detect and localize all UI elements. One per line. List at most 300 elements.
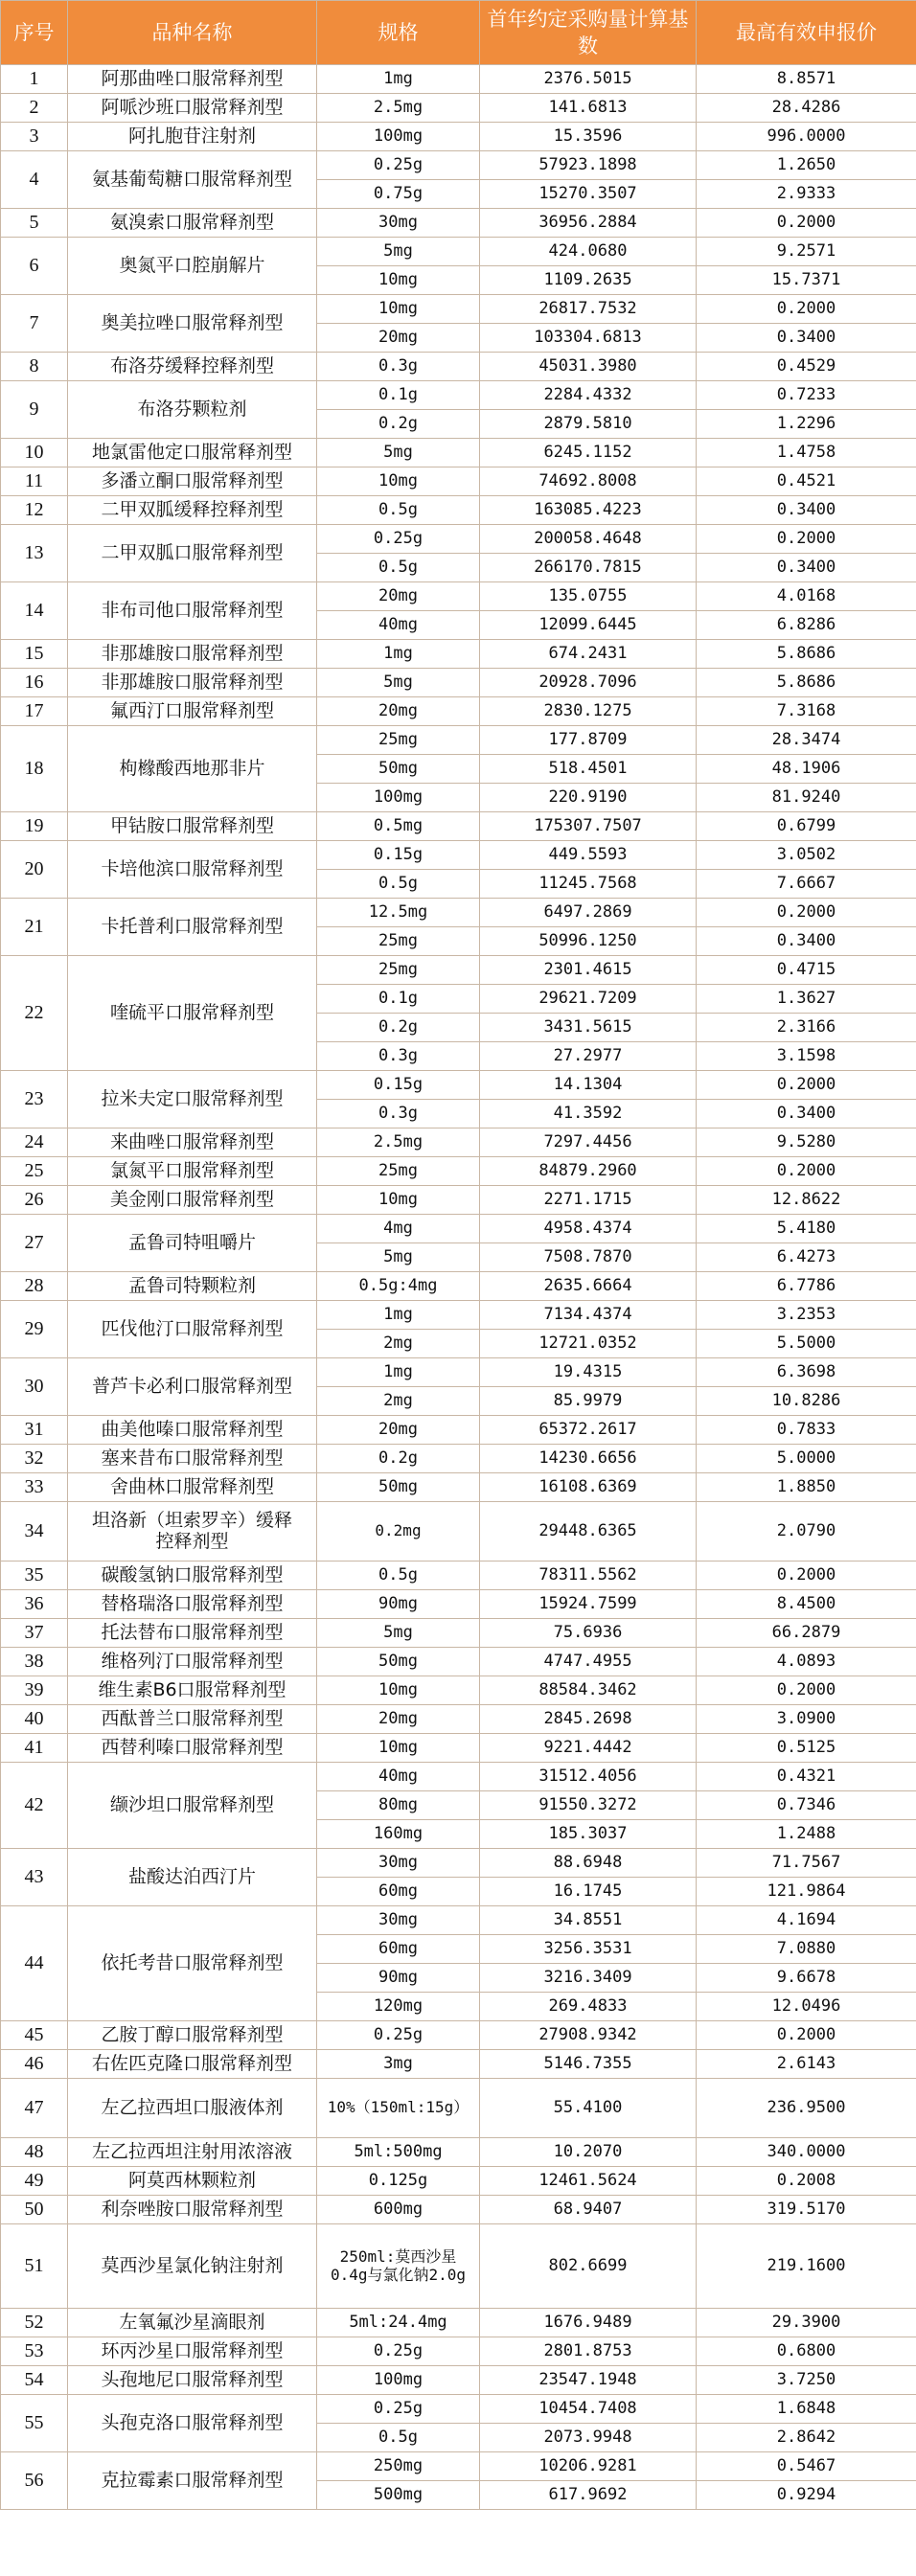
max-price: 48.1906	[697, 755, 916, 784]
max-price: 1.6848	[697, 2395, 916, 2424]
table-row	[1, 353, 916, 381]
drug-name: 右佐匹克隆口服常释剂型	[68, 2050, 317, 2079]
base-quantity: 11245.7568	[480, 870, 697, 899]
drug-name: 阿莫西林颗粒剂	[68, 2167, 317, 2196]
header-row	[1, 1, 916, 65]
base-quantity: 135.0755	[480, 582, 697, 611]
drug-name: 维生素B6口服常释剂型	[68, 1676, 317, 1705]
table-row	[1, 65, 916, 94]
row-number: 19	[1, 812, 68, 841]
drug-spec: 1mg	[317, 65, 480, 94]
max-price: 2.0790	[697, 1502, 916, 1562]
max-price: 3.0900	[697, 1705, 916, 1734]
base-quantity: 14.1304	[480, 1071, 697, 1100]
max-price: 0.7233	[697, 381, 916, 410]
drug-spec: 2mg	[317, 1330, 480, 1358]
drug-name: 拉米夫定口服常释剂型	[68, 1071, 317, 1128]
drug-spec: 10mg	[317, 1676, 480, 1705]
max-price: 3.0502	[697, 841, 916, 870]
drug-spec: 0.25g	[317, 151, 480, 180]
base-quantity: 617.9692	[480, 2481, 697, 2510]
drug-name: 乙胺丁醇口服常释剂型	[68, 2021, 317, 2050]
base-quantity: 91550.3272	[480, 1791, 697, 1820]
row-number: 23	[1, 1071, 68, 1128]
base-quantity: 2830.1275	[480, 697, 697, 726]
base-quantity: 12721.0352	[480, 1330, 697, 1358]
row-number: 22	[1, 956, 68, 1071]
drug-name: 奥氮平口腔崩解片	[68, 238, 317, 295]
drug-spec: 0.2g	[317, 1014, 480, 1042]
drug-name: 维格列汀口服常释剂型	[68, 1648, 317, 1676]
max-price: 66.2879	[697, 1619, 916, 1648]
row-number: 49	[1, 2167, 68, 2196]
max-price: 5.8686	[697, 640, 916, 669]
drug-spec: 80mg	[317, 1791, 480, 1820]
base-quantity: 3256.3531	[480, 1935, 697, 1964]
base-quantity: 31512.4056	[480, 1763, 697, 1791]
drug-spec: 500mg	[317, 2481, 480, 2510]
row-number: 6	[1, 238, 68, 295]
table-row	[1, 439, 916, 467]
base-quantity: 1109.2635	[480, 266, 697, 295]
table-row	[1, 812, 916, 841]
table-row	[1, 1906, 916, 1935]
row-number: 48	[1, 2138, 68, 2167]
base-quantity: 10206.9281	[480, 2452, 697, 2481]
max-price: 0.7346	[697, 1791, 916, 1820]
drug-spec: 160mg	[317, 1820, 480, 1849]
max-price: 0.2000	[697, 2021, 916, 2050]
drug-spec: 0.3g	[317, 1100, 480, 1128]
base-quantity: 177.8709	[480, 726, 697, 755]
max-price: 4.0893	[697, 1648, 916, 1676]
max-price: 0.2000	[697, 899, 916, 927]
base-quantity: 220.9190	[480, 784, 697, 812]
row-number: 50	[1, 2196, 68, 2224]
max-price: 1.8850	[697, 1473, 916, 1502]
drug-name: 氨基葡萄糖口服常释剂型	[68, 151, 317, 209]
row-number: 52	[1, 2309, 68, 2337]
row-number: 38	[1, 1648, 68, 1676]
row-number: 32	[1, 1445, 68, 1473]
max-price: 0.3400	[697, 927, 916, 956]
drug-spec: 30mg	[317, 1906, 480, 1935]
table-row	[1, 238, 916, 266]
drug-name: 阿扎胞苷注射剂	[68, 123, 317, 151]
drug-name: 左氧氟沙星滴眼剂	[68, 2309, 317, 2337]
drug-name: 枸橼酸西地那非片	[68, 726, 317, 812]
drug-name: 二甲双胍缓释控释剂型	[68, 496, 317, 525]
base-quantity: 163085.4223	[480, 496, 697, 525]
row-number: 21	[1, 899, 68, 956]
base-quantity: 2845.2698	[480, 1705, 697, 1734]
row-number: 34	[1, 1502, 68, 1562]
base-quantity: 34.8551	[480, 1906, 697, 1935]
row-number: 51	[1, 2224, 68, 2309]
row-number: 7	[1, 295, 68, 353]
row-number: 26	[1, 1186, 68, 1215]
base-quantity: 4747.4955	[480, 1648, 697, 1676]
drug-spec: 20mg	[317, 697, 480, 726]
base-quantity: 103304.6813	[480, 324, 697, 353]
drug-name: 甲钴胺口服常释剂型	[68, 812, 317, 841]
row-number: 53	[1, 2337, 68, 2366]
row-number: 33	[1, 1473, 68, 1502]
base-quantity: 50996.1250	[480, 927, 697, 956]
drug-spec: 25mg	[317, 927, 480, 956]
table-row	[1, 525, 916, 554]
row-number: 18	[1, 726, 68, 812]
drug-spec: 25mg	[317, 1157, 480, 1186]
drug-spec: 0.25g	[317, 525, 480, 554]
max-price: 28.3474	[697, 726, 916, 755]
row-number: 35	[1, 1562, 68, 1590]
drug-name: 阿哌沙班口服常释剂型	[68, 94, 317, 123]
base-quantity: 10454.7408	[480, 2395, 697, 2424]
base-quantity: 10.2070	[480, 2138, 697, 2167]
table-row	[1, 2452, 916, 2481]
base-quantity: 15.3596	[480, 123, 697, 151]
table-row	[1, 1502, 916, 1562]
drug-spec: 0.15g	[317, 841, 480, 870]
drug-spec: 50mg	[317, 1473, 480, 1502]
table-row	[1, 1416, 916, 1445]
row-number: 44	[1, 1906, 68, 2021]
row-number: 20	[1, 841, 68, 899]
base-quantity: 19.4315	[480, 1358, 697, 1387]
table-row	[1, 1849, 916, 1878]
drug-name: 二甲双胍口服常释剂型	[68, 525, 317, 582]
max-price: 2.6143	[697, 2050, 916, 2079]
base-quantity: 6497.2869	[480, 899, 697, 927]
drug-spec: 0.1g	[317, 381, 480, 410]
row-number: 8	[1, 353, 68, 381]
base-quantity: 7297.4456	[480, 1128, 697, 1157]
drug-spec: 0.2g	[317, 1445, 480, 1473]
max-price: 0.2000	[697, 1157, 916, 1186]
drug-name: 左乙拉西坦口服液体剂	[68, 2079, 317, 2138]
base-quantity: 68.9407	[480, 2196, 697, 2224]
table-row	[1, 841, 916, 870]
row-number: 41	[1, 1734, 68, 1763]
base-quantity: 14230.6656	[480, 1445, 697, 1473]
max-price: 0.2000	[697, 1071, 916, 1100]
table-row	[1, 1157, 916, 1186]
base-quantity: 2879.5810	[480, 410, 697, 439]
base-quantity: 141.6813	[480, 94, 697, 123]
max-price: 0.4321	[697, 1763, 916, 1791]
max-price: 0.3400	[697, 324, 916, 353]
drug-spec: 5ml:500mg	[317, 2138, 480, 2167]
table-row	[1, 295, 916, 324]
row-number: 42	[1, 1763, 68, 1849]
base-quantity: 12099.6445	[480, 611, 697, 640]
table-row	[1, 94, 916, 123]
max-price: 9.5280	[697, 1128, 916, 1157]
base-quantity: 85.9979	[480, 1387, 697, 1416]
drug-spec: 10mg	[317, 266, 480, 295]
max-price: 10.8286	[697, 1387, 916, 1416]
drug-spec: 0.5g:4mg	[317, 1272, 480, 1301]
table-row	[1, 2050, 916, 2079]
base-quantity: 16108.6369	[480, 1473, 697, 1502]
drug-spec: 0.3g	[317, 1042, 480, 1071]
table-row	[1, 1676, 916, 1705]
drug-name: 依托考昔口服常释剂型	[68, 1906, 317, 2021]
base-quantity: 27.2977	[480, 1042, 697, 1071]
base-quantity: 269.4833	[480, 1993, 697, 2021]
max-price: 1.4758	[697, 439, 916, 467]
drug-spec: 30mg	[317, 209, 480, 238]
row-number: 2	[1, 94, 68, 123]
max-price: 1.2650	[697, 151, 916, 180]
drug-name: 曲美他嗪口服常释剂型	[68, 1416, 317, 1445]
max-price: 2.9333	[697, 180, 916, 209]
row-number: 29	[1, 1301, 68, 1358]
drug-spec: 50mg	[317, 755, 480, 784]
drug-name: 多潘立酮口服常释剂型	[68, 467, 317, 496]
drug-name: 头孢地尼口服常释剂型	[68, 2366, 317, 2395]
max-price: 340.0000	[697, 2138, 916, 2167]
base-quantity: 20928.7096	[480, 669, 697, 697]
max-price: 8.8571	[697, 65, 916, 94]
max-price: 996.0000	[697, 123, 916, 151]
drug-spec: 1mg	[317, 1358, 480, 1387]
max-price: 0.6800	[697, 2337, 916, 2366]
base-quantity: 175307.7507	[480, 812, 697, 841]
max-price: 319.5170	[697, 2196, 916, 2224]
drug-spec: 3mg	[317, 2050, 480, 2079]
row-number: 47	[1, 2079, 68, 2138]
drug-spec: 10mg	[317, 1186, 480, 1215]
drug-spec: 40mg	[317, 1763, 480, 1791]
table-row	[1, 1186, 916, 1215]
row-number: 43	[1, 1849, 68, 1906]
table-row	[1, 2337, 916, 2366]
drug-spec: 0.25g	[317, 2395, 480, 2424]
max-price: 28.4286	[697, 94, 916, 123]
row-number: 14	[1, 582, 68, 640]
drug-spec: 0.25g	[317, 2021, 480, 2050]
drug-spec: 10mg	[317, 467, 480, 496]
drug-spec: 100mg	[317, 2366, 480, 2395]
base-quantity: 7134.4374	[480, 1301, 697, 1330]
drug-spec: 0.75g	[317, 180, 480, 209]
max-price: 6.8286	[697, 611, 916, 640]
table-row	[1, 640, 916, 669]
table-row	[1, 697, 916, 726]
base-quantity: 185.3037	[480, 1820, 697, 1849]
max-price: 1.2488	[697, 1820, 916, 1849]
table-row	[1, 2167, 916, 2196]
row-number: 25	[1, 1157, 68, 1186]
table-row	[1, 2079, 916, 2138]
row-number: 28	[1, 1272, 68, 1301]
row-number: 4	[1, 151, 68, 209]
row-number: 30	[1, 1358, 68, 1416]
table-row	[1, 1071, 916, 1100]
drug-spec: 0.1g	[317, 985, 480, 1014]
row-number: 31	[1, 1416, 68, 1445]
table-row	[1, 151, 916, 180]
drug-spec: 0.5g	[317, 554, 480, 582]
col-header-no: 序号	[1, 1, 68, 65]
col-header-name: 品种名称	[68, 1, 317, 65]
table-row	[1, 582, 916, 611]
base-quantity: 7508.7870	[480, 1243, 697, 1272]
table-row	[1, 123, 916, 151]
base-quantity: 75.6936	[480, 1619, 697, 1648]
drug-spec: 10%（150ml:15g）	[317, 2079, 480, 2138]
base-quantity: 41.3592	[480, 1100, 697, 1128]
base-quantity: 74692.8008	[480, 467, 697, 496]
row-number: 16	[1, 669, 68, 697]
col-header-base: 首年约定采购量计算基数	[480, 1, 697, 65]
drug-name: 美金刚口服常释剂型	[68, 1186, 317, 1215]
base-quantity: 1676.9489	[480, 2309, 697, 2337]
drug-spec: 0.5g	[317, 496, 480, 525]
drug-name: 西酞普兰口服常释剂型	[68, 1705, 317, 1734]
table-row	[1, 2366, 916, 2395]
max-price: 6.7786	[697, 1272, 916, 1301]
max-price: 0.2000	[697, 1676, 916, 1705]
max-price: 0.5467	[697, 2452, 916, 2481]
max-price: 5.0000	[697, 1445, 916, 1473]
max-price: 7.0880	[697, 1935, 916, 1964]
row-number: 39	[1, 1676, 68, 1705]
drug-spec: 0.2mg	[317, 1502, 480, 1562]
base-quantity: 29448.6365	[480, 1502, 697, 1562]
max-price: 2.3166	[697, 1014, 916, 1042]
drug-spec: 0.25g	[317, 2337, 480, 2366]
drug-name: 普芦卡必利口服常释剂型	[68, 1358, 317, 1416]
drug-name: 塞来昔布口服常释剂型	[68, 1445, 317, 1473]
base-quantity: 2271.1715	[480, 1186, 697, 1215]
row-number: 12	[1, 496, 68, 525]
drug-spec: 0.2g	[317, 410, 480, 439]
max-price: 12.8622	[697, 1186, 916, 1215]
drug-spec: 5mg	[317, 1619, 480, 1648]
max-price: 219.1600	[697, 2224, 916, 2309]
row-number: 56	[1, 2452, 68, 2510]
table-row	[1, 496, 916, 525]
base-quantity: 15924.7599	[480, 1590, 697, 1619]
max-price: 7.6667	[697, 870, 916, 899]
drug-spec: 2.5mg	[317, 94, 480, 123]
max-price: 2.8642	[697, 2424, 916, 2452]
base-quantity: 15270.3507	[480, 180, 697, 209]
table-row	[1, 1445, 916, 1473]
max-price: 5.8686	[697, 669, 916, 697]
drug-spec: 20mg	[317, 1416, 480, 1445]
max-price: 0.3400	[697, 496, 916, 525]
drug-spec: 1mg	[317, 1301, 480, 1330]
drug-spec: 2mg	[317, 1387, 480, 1416]
col-header-price: 最高有效申报价	[697, 1, 916, 65]
drug-spec: 0.5g	[317, 1562, 480, 1590]
drug-spec: 10mg	[317, 1734, 480, 1763]
drug-name: 卡托普利口服常释剂型	[68, 899, 317, 956]
max-price: 5.5000	[697, 1330, 916, 1358]
drug-spec: 50mg	[317, 1648, 480, 1676]
max-price: 3.2353	[697, 1301, 916, 1330]
row-number: 36	[1, 1590, 68, 1619]
max-price: 4.1694	[697, 1906, 916, 1935]
drug-name: 匹伐他汀口服常释剂型	[68, 1301, 317, 1358]
drug-name: 替格瑞洛口服常释剂型	[68, 1590, 317, 1619]
base-quantity: 2635.6664	[480, 1272, 697, 1301]
drug-spec: 10mg	[317, 295, 480, 324]
table-row	[1, 1648, 916, 1676]
base-quantity: 802.6699	[480, 2224, 697, 2309]
base-quantity: 449.5593	[480, 841, 697, 870]
max-price: 3.1598	[697, 1042, 916, 1071]
max-price: 0.4529	[697, 353, 916, 381]
drug-spec: 100mg	[317, 784, 480, 812]
base-quantity: 27908.9342	[480, 2021, 697, 2050]
drug-spec: 2.5mg	[317, 1128, 480, 1157]
base-quantity: 674.2431	[480, 640, 697, 669]
table-row	[1, 1473, 916, 1502]
drug-spec: 600mg	[317, 2196, 480, 2224]
drug-spec: 0.5mg	[317, 812, 480, 841]
row-number: 27	[1, 1215, 68, 1272]
table-row	[1, 1128, 916, 1157]
base-quantity: 23547.1948	[480, 2366, 697, 2395]
drug-spec: 90mg	[317, 1590, 480, 1619]
max-price: 5.4180	[697, 1215, 916, 1243]
row-number: 37	[1, 1619, 68, 1648]
table-row	[1, 2395, 916, 2424]
table-row	[1, 2021, 916, 2050]
table-row	[1, 1272, 916, 1301]
drug-name: 环丙沙星口服常释剂型	[68, 2337, 317, 2366]
row-number: 55	[1, 2395, 68, 2452]
base-quantity: 3431.5615	[480, 1014, 697, 1042]
base-quantity: 88.6948	[480, 1849, 697, 1878]
base-quantity: 84879.2960	[480, 1157, 697, 1186]
base-quantity: 9221.4442	[480, 1734, 697, 1763]
max-price: 0.3400	[697, 554, 916, 582]
base-quantity: 29621.7209	[480, 985, 697, 1014]
max-price: 0.4521	[697, 467, 916, 496]
base-quantity: 26817.7532	[480, 295, 697, 324]
drug-spec: 25mg	[317, 956, 480, 985]
drug-spec: 0.3g	[317, 353, 480, 381]
table-row	[1, 2309, 916, 2337]
max-price: 8.4500	[697, 1590, 916, 1619]
table-body	[1, 65, 916, 2510]
row-number: 15	[1, 640, 68, 669]
table-row	[1, 1763, 916, 1791]
drug-spec: 1mg	[317, 640, 480, 669]
table-row	[1, 1358, 916, 1387]
max-price: 3.7250	[697, 2366, 916, 2395]
max-price: 81.9240	[697, 784, 916, 812]
drug-spec: 4mg	[317, 1215, 480, 1243]
max-price: 7.3168	[697, 697, 916, 726]
drug-name: 布洛芬颗粒剂	[68, 381, 317, 439]
max-price: 0.2000	[697, 209, 916, 238]
base-quantity: 16.1745	[480, 1878, 697, 1906]
drug-name: 莫西沙星氯化钠注射剂	[68, 2224, 317, 2309]
drug-name: 坦洛新（坦索罗辛）缓释控释剂型	[68, 1502, 317, 1562]
row-number: 54	[1, 2366, 68, 2395]
drug-name: 克拉霉素口服常释剂型	[68, 2452, 317, 2510]
base-quantity: 266170.7815	[480, 554, 697, 582]
drug-spec: 5mg	[317, 1243, 480, 1272]
drug-spec: 12.5mg	[317, 899, 480, 927]
